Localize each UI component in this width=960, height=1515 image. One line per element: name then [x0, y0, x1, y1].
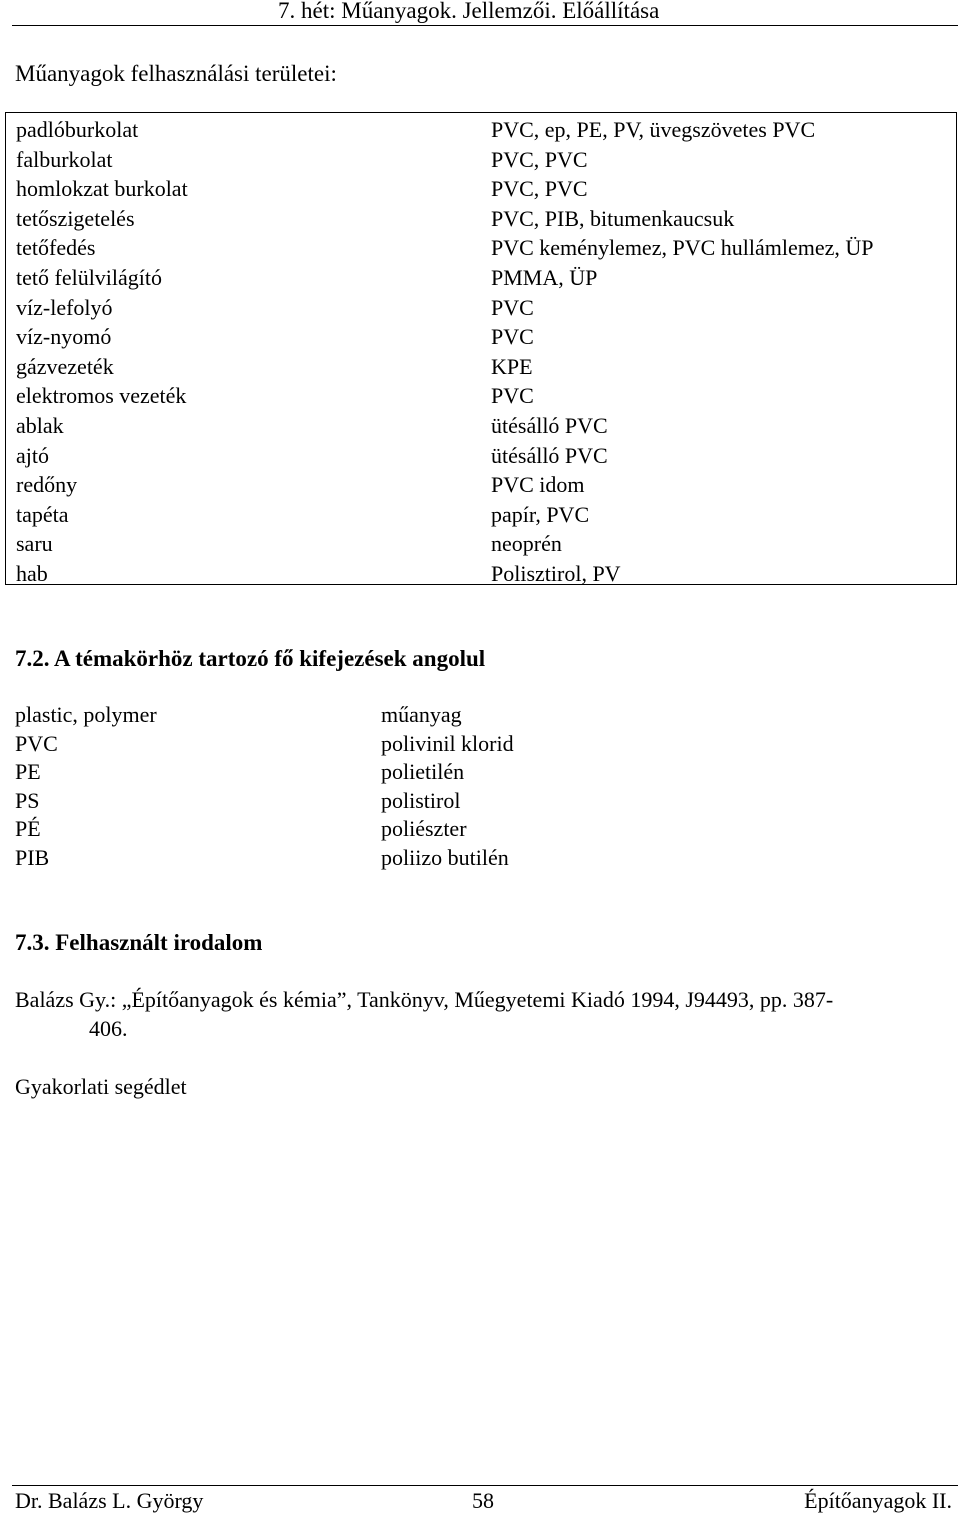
usage-area: gázvezeték — [16, 353, 114, 379]
usage-materials: neoprén — [491, 531, 562, 557]
footer-divider — [12, 1485, 958, 1486]
usage-area: ajtó — [16, 442, 49, 468]
footer-book-title: Építőanyagok II. — [804, 1488, 952, 1513]
usage-heading: Műanyagok felhasználási területei: — [15, 61, 337, 86]
term-hungarian: poliészter — [381, 816, 467, 842]
page-header-title: 7. hét: Műanyagok. Jellemzői. Előállítása — [278, 0, 660, 23]
usage-area: víz-nyomó — [16, 324, 112, 350]
usage-materials: PVC, ep, PE, PV, üvegszövetes PVC — [491, 117, 816, 142]
terms-heading: 7.2. A témakörhöz tartozó fő kifejezések angolul — [15, 646, 486, 671]
usage-area: falburkolat — [16, 146, 113, 172]
usage-area: ablak — [16, 412, 64, 438]
usage-area: hab — [16, 560, 48, 586]
practice-guide-reference: Gyakorlati segédlet — [15, 1074, 187, 1099]
usage-area: homlokzat burkolat — [16, 176, 188, 202]
usage-area: saru — [16, 531, 53, 557]
usage-area: redőny — [16, 472, 78, 498]
term-english: plastic, polymer — [15, 702, 157, 727]
usage-area: víz-lefolyó — [16, 294, 113, 320]
term-english: PÉ — [15, 816, 41, 842]
usage-materials: PVC — [491, 294, 534, 320]
term-english: PE — [15, 759, 41, 785]
usage-materials: PVC — [491, 324, 534, 350]
usage-materials-column — [491, 115, 874, 589]
term-hungarian: polietilén — [381, 759, 465, 785]
term-hungarian: poliizo butilén — [381, 844, 509, 870]
term-hungarian: polistirol — [381, 787, 461, 813]
term-english: PS — [15, 787, 40, 813]
terms-hungarian-column — [381, 701, 514, 873]
usage-area: padlóburkolat — [16, 117, 139, 142]
usage-area: elektromos vezeték — [16, 383, 187, 409]
usage-table — [5, 112, 957, 585]
usage-materials: PVC idom — [491, 472, 585, 498]
usage-materials: PVC — [491, 383, 534, 409]
usage-area: tetőfedés — [16, 235, 96, 261]
reference-entry: Balázs Gy.: „Építőanyagok és kémia”, Tankönyv, Műegyetemi Kiadó 1994, J94493, pp. 387- — [15, 987, 834, 1012]
usage-materials: Polisztirol, PV — [491, 560, 621, 586]
references-heading: 7.3. Felhasznált irodalom — [15, 930, 263, 955]
usage-materials: PVC, PVC — [491, 176, 588, 202]
usage-area: tetőszigetelés — [16, 205, 135, 231]
usage-materials: PVC keménylemez, PVC hullámlemez, ÜP — [491, 235, 874, 261]
usage-area: tető felülvilágító — [16, 264, 163, 290]
terms-english-column — [15, 701, 157, 873]
usage-materials: PVC, PIB, bitumenkaucsuk — [491, 205, 735, 231]
usage-areas-column — [16, 115, 188, 589]
footer-page-number: 58 — [472, 1488, 494, 1513]
usage-materials: ütésálló PVC — [491, 412, 608, 438]
term-english: PIB — [15, 844, 50, 870]
usage-materials: papír, PVC — [491, 501, 590, 527]
usage-materials: PVC, PVC — [491, 146, 588, 172]
term-hungarian: polivinil klorid — [381, 730, 514, 756]
usage-materials: PMMA, ÜP — [491, 264, 598, 290]
header-divider — [12, 25, 958, 26]
usage-materials: KPE — [491, 353, 533, 379]
usage-materials: ütésálló PVC — [491, 442, 608, 468]
footer-author: Dr. Balázs L. György — [15, 1488, 204, 1513]
usage-area: tapéta — [16, 501, 69, 527]
term-hungarian: műanyag — [381, 702, 462, 727]
term-english: PVC — [15, 730, 58, 756]
reference-entry-continuation: 406. — [89, 1016, 128, 1041]
